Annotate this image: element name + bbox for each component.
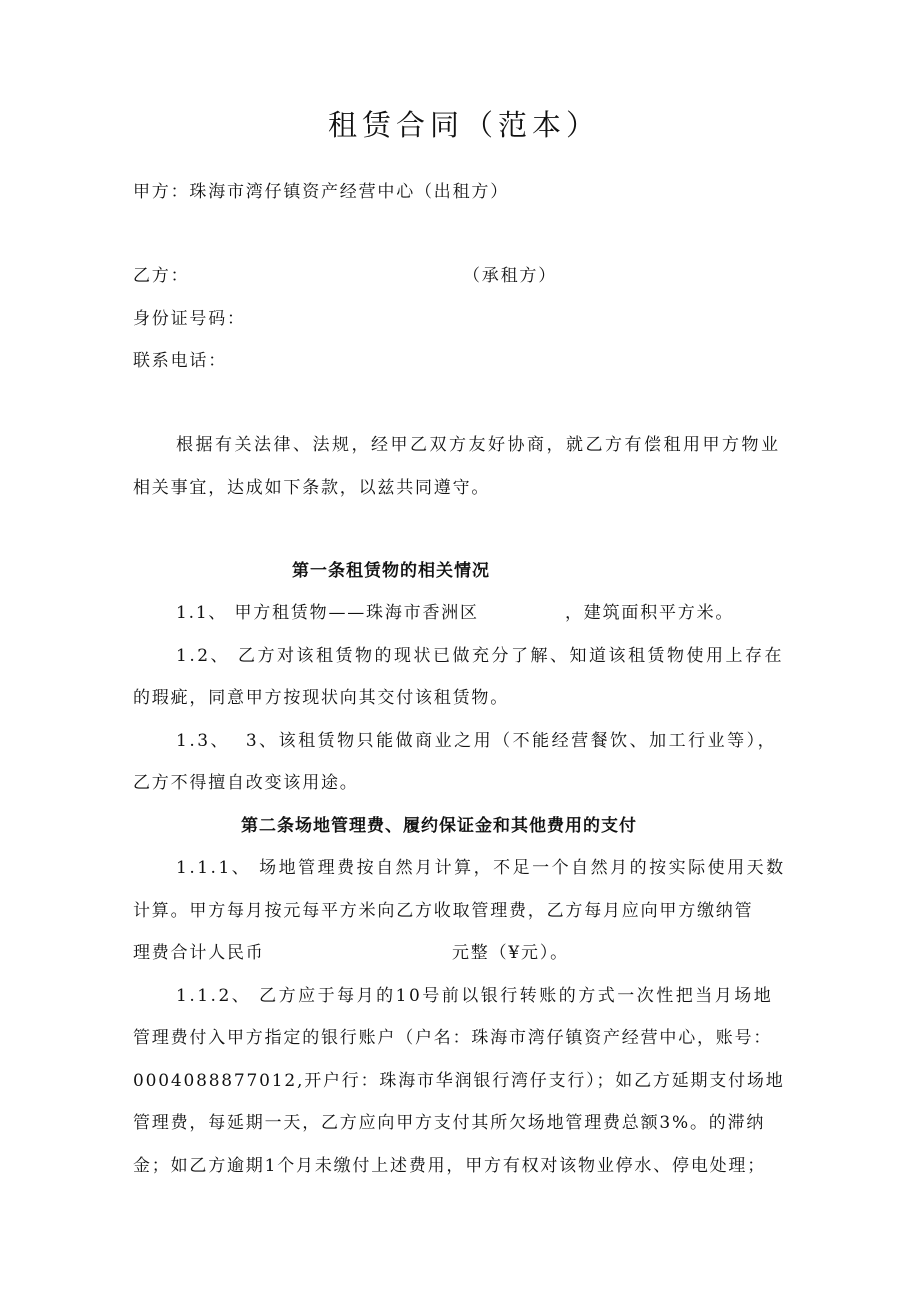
clause-1-1-1-line-3: 理费合计人民币 — [133, 943, 265, 963]
clause-1-1-tail: ，建筑面积平方米。 — [565, 603, 735, 623]
clause-1-3-line-2: 乙方不得擅自改变该用途。 — [133, 773, 359, 793]
phone-label: 联系电话： — [133, 351, 227, 371]
clause-1-1-2-line-5: 金；如乙方逾期1个月未缴付上述费用，甲方有权对该物业停水、停电处理； — [133, 1156, 767, 1176]
clause-1-2-line-2: 的瑕疵，同意甲方按现状向其交付该租赁物。 — [133, 688, 509, 708]
clause-1-1-2-line-4: 管理费，每延期一天，乙方应向甲方支付其所欠场地管理费总额3%。的滞纳 — [133, 1113, 766, 1133]
party-b-role: （承租方） — [463, 266, 557, 286]
clause-1-1-2-line-3: 0004088877012,开户行：珠海市华润银行湾仔支行）；如乙方延期支付场地 — [133, 1071, 785, 1091]
id-number-label: 身份证号码： — [133, 309, 246, 329]
intro-line-1: 根据有关法律、法规，经甲乙双方友好协商，就乙方有偿租用甲方物业 — [176, 435, 781, 455]
party-b-label: 乙方： — [133, 266, 190, 286]
section-2-heading: 第二条场地管理费、履约保证金和其他费用的支付 — [241, 816, 637, 836]
section-1-heading: 第一条租赁物的相关情况 — [292, 561, 490, 581]
clause-1-2-line-1: 1.2、 乙方对该租赁物的现状已做充分了解、知道该租赁物使用上存在 — [176, 646, 784, 666]
clause-1-3-line-1: 1.3、 3、该租赁物只能做商业之用（不能经营餐饮、加工行业等）， — [176, 731, 778, 751]
clause-1-1-1-line-1: 1.1.1、 场地管理费按自然月计算，不足一个自然月的按实际使用天数 — [176, 858, 786, 878]
clause-1-1-1-tail: 元整（¥元）。 — [452, 943, 569, 963]
document-title: 租赁合同（范本） — [328, 108, 601, 142]
clause-1-1-1-line-2: 计算。甲方每月按元每平方米向乙方收取管理费，乙方每月应向甲方缴纳管 — [133, 901, 754, 921]
intro-line-2: 相关事宜，达成如下条款，以兹共同遵守。 — [133, 478, 491, 498]
party-a-line: 甲方：珠海市湾仔镇资产经营中心（出租方） — [133, 182, 509, 202]
clause-1-1: 1.1、 甲方租赁物——珠海市香洲区 — [176, 603, 479, 623]
clause-1-1-2-line-2: 管理费付入甲方指定的银行账户（户名：珠海市湾仔镇资产经营中心，账号： — [133, 1028, 773, 1048]
clause-1-1-2-line-1: 1.1.2、 乙方应于每月的10号前以银行转账的方式一次性把当月场地 — [176, 986, 774, 1006]
